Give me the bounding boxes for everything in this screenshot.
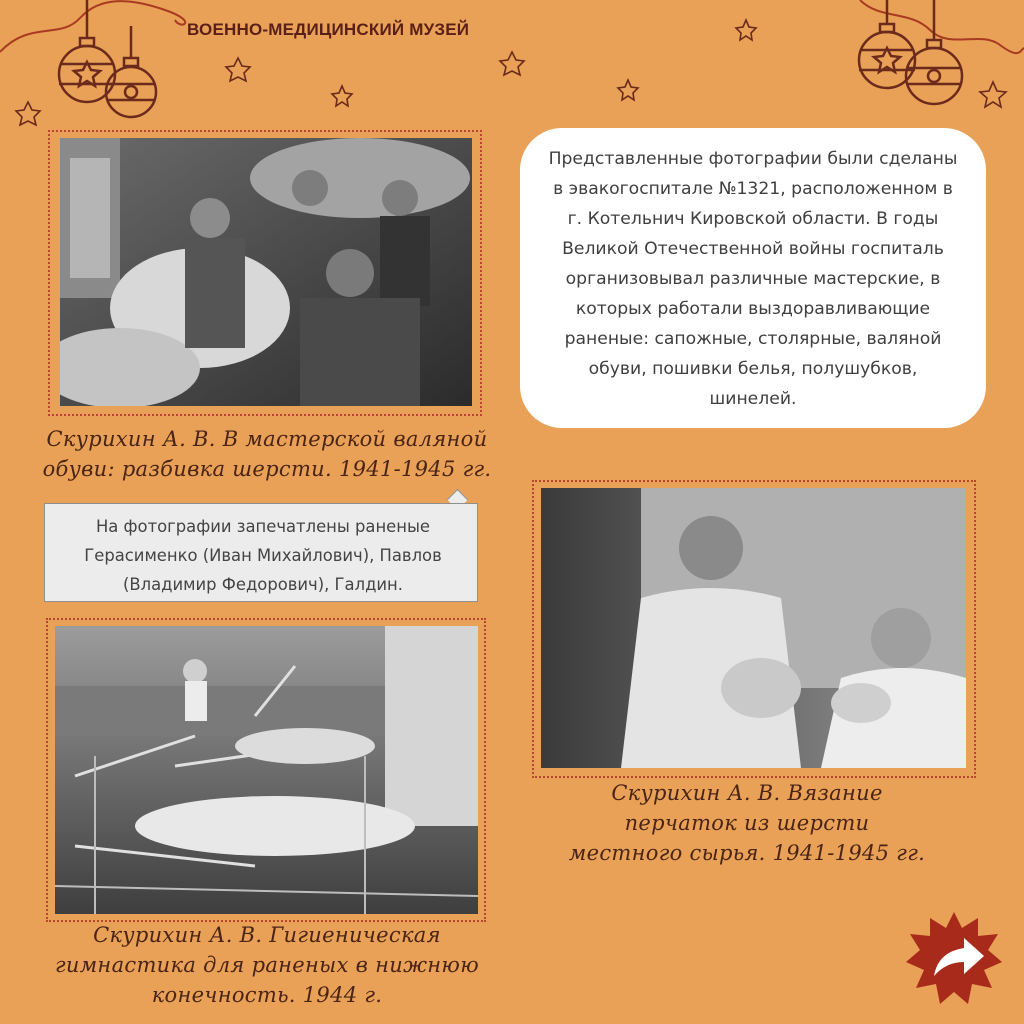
photo-caption: Скурихин А. В. Гигиеническая гимнастика для раненых в нижнюю конечность. 1944 г. — [54, 923, 479, 1007]
snowflake-star-icon — [16, 20, 1006, 125]
next-button[interactable] — [904, 910, 1004, 1006]
info-text: Представленные фотографии были сделаны в эвакогоспитале №1321, расположенном в г. Котельнич Кировской области. В годы Великой Отечественной войны госпиталь организовывал различные мастерские, в которых работали выздоравливающие раненые: сапожные, столярные, валяной обуви, пошивки белья, полушубков, шинелей. — [548, 149, 958, 409]
christmas-ornament-icon — [906, 0, 962, 104]
info-bubble — [520, 128, 986, 428]
christmas-ornament-icon — [859, 0, 915, 88]
photo-gymnastics — [55, 626, 478, 914]
photo-wool-workshop — [60, 138, 472, 406]
arrow-next-icon — [904, 910, 1004, 1006]
note-text: На фотографии запечатлены раненые Герасименко (Иван Михайлович), Павлов (Владимир Федорович), Галдин. — [84, 517, 442, 594]
photo-caption: Скурихин А. В. В мастерской валяной обуви: разбивка шерсти. 1941-1945 гг. — [42, 427, 492, 481]
photo-caption: Скурихин А. В. Вязание перчаток из шерсти местного сырья. 1941-1945 гг. — [568, 781, 926, 865]
museum-title: ВОЕННО-МЕДИЦИНСКИЙ МУЗЕЙ — [187, 20, 470, 39]
note-box — [44, 503, 478, 602]
christmas-ornament-icon — [106, 26, 156, 117]
christmas-ornament-icon — [59, 0, 115, 102]
photo-knitting — [541, 488, 966, 768]
